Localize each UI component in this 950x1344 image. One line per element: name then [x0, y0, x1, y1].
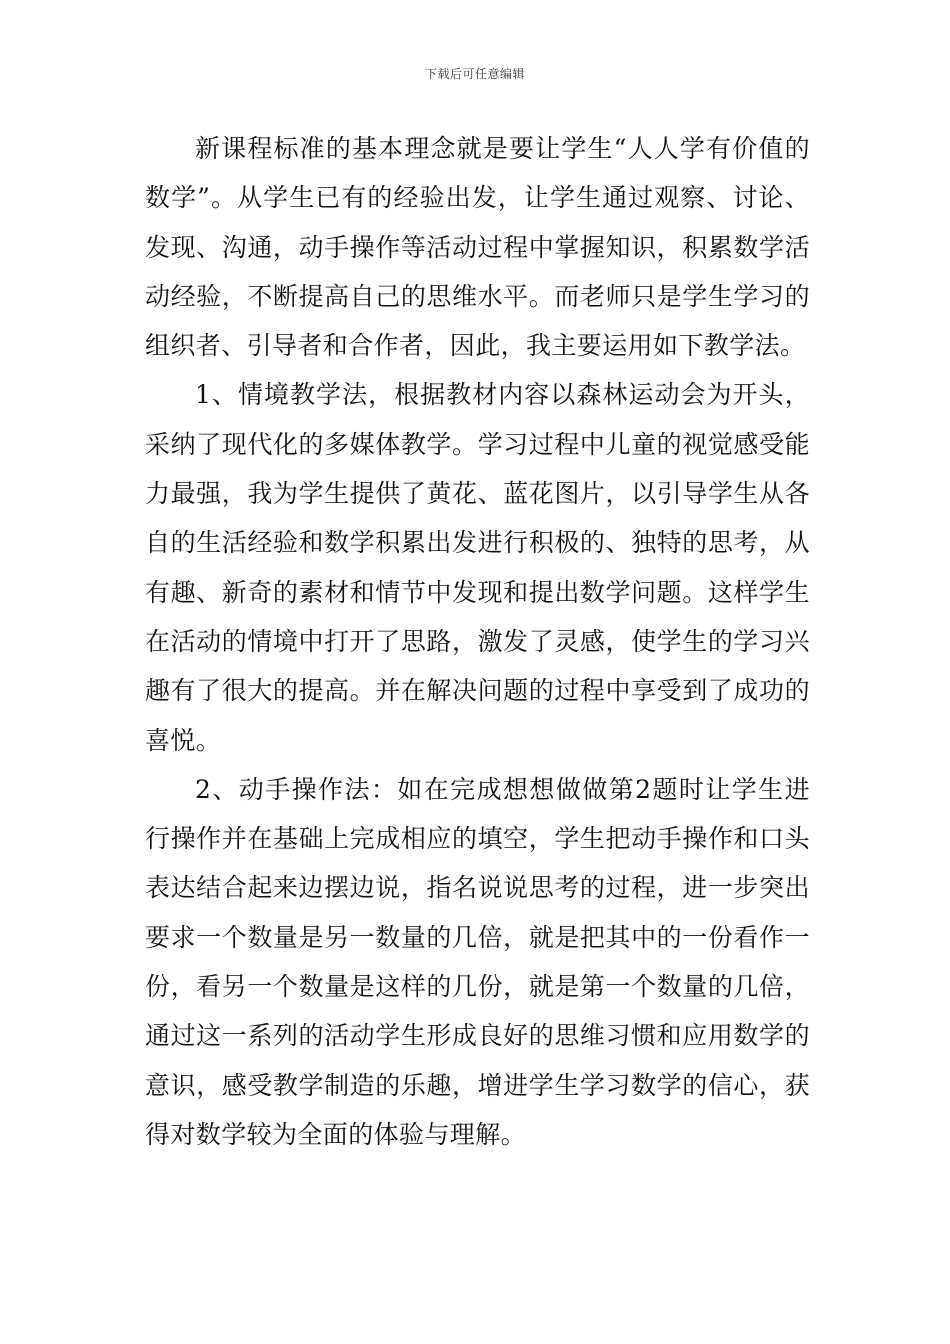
document-body: [145, 124, 810, 1159]
paragraph-hands-on-operation: 2、动手操作法：如在完成想想做做第2题时让学生进行操作并在基础上完成相应的填空，学生把动手操作和口头表达结合起来边摆边说，指名说说思考的过程，进一步突出要求一个数量是另一数量的几倍，就是把其中的一份看作一份，看另一个数量是这样的几份，就是第一个数量的几倍，通过这一系列的活动学生形成良好的思维习惯和应用数学的意识，感受教学制造的乐趣，增进学生学习数学的信心，获得对数学较为全面的体验与理解。: [145, 774, 810, 1149]
header-note: 下载后可任意编辑: [424, 67, 525, 81]
paragraph-situational-teaching: 1、情境教学法，根据教材内容以森林运动会为开头，采纳了现代化的多媒体教学。学习过程中儿童的视觉感受能力最强，我为学生提供了黄花、蓝花图片，以引导学生从各自的生活经验和数学积累出发进行积极的、独特的思考，从有趣、新奇的素材和情节中发现和提出数学问题。这样学生在活动的情境中打开了思路，激发了灵感，使学生的学习兴趣有了很大的提高。并在解决问题的过程中享受到了成功的喜悦。: [145, 380, 810, 755]
paragraph-intro: 新课程标准的基本理念就是要让学生“人人学有价值的数学”。从学生已有的经验出发，让学生通过观察、讨论、发现、沟通，动手操作等活动过程中掌握知识，积累数学活动经验，不断提高自己的思维水平。而老师只是学生学习的组织者、引导者和合作者，因此，我主要运用如下教学法。: [145, 134, 810, 361]
